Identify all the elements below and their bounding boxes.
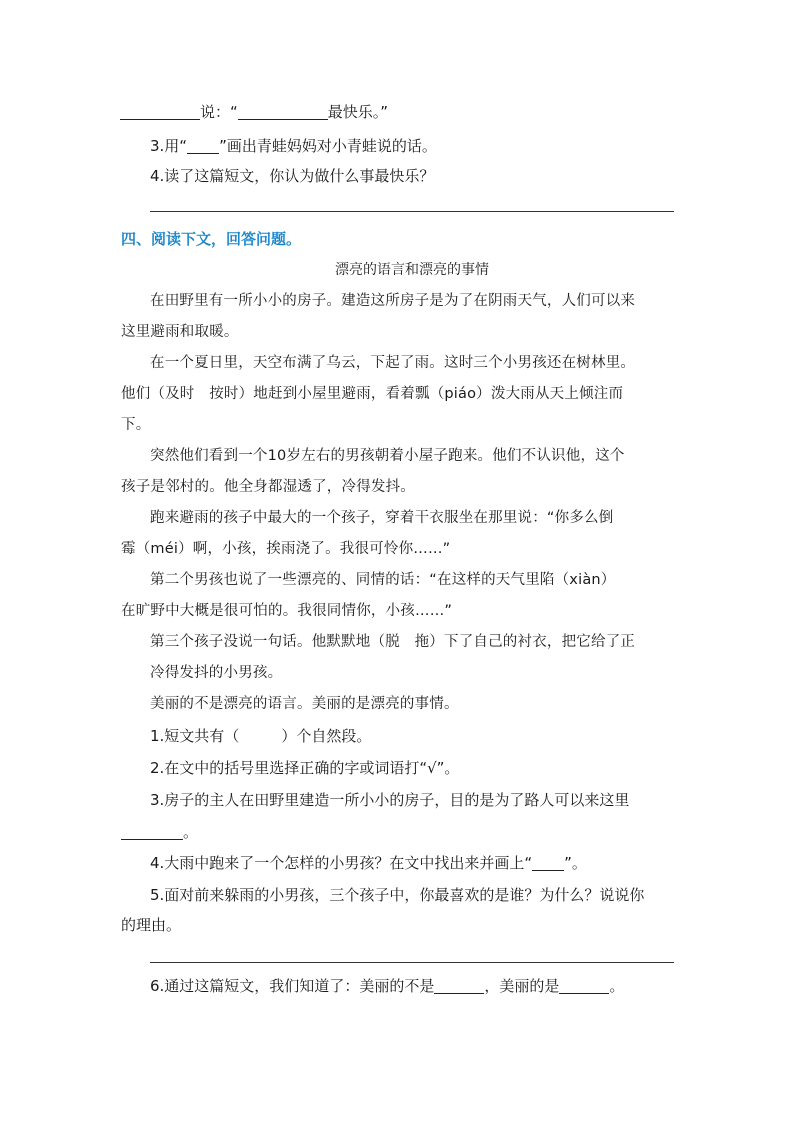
q3-pre: 3.用“ — [150, 137, 188, 155]
question-6 — [150, 976, 624, 996]
story-line: 在旷野中大概是很可怕的。我很同情你，小孩……” — [121, 603, 453, 619]
answer-rule-2[interactable] — [150, 962, 674, 963]
q2-end: 最快乐。” — [327, 103, 389, 121]
q6-pre: 6.通过这篇短文，我们知道了：美丽的不是 — [150, 977, 435, 995]
q6-mid: ，美丽的是 — [484, 977, 560, 995]
story-line: 下。 — [121, 417, 151, 433]
story-line: 霉（méi）啊，小孩，挨雨浇了。我很可怜你……” — [121, 541, 451, 557]
story-line: 冷得发抖的小男孩。 — [150, 665, 283, 681]
story-line: 第二个男孩也说了一些漂亮的、同情的话：“在这样的天气里陷（xiàn） — [150, 572, 616, 588]
story-line: 孩子是邻村的。他全身都湿透了，冷得发抖。 — [121, 479, 415, 495]
story-line: 这里避雨和取暖。 — [121, 324, 239, 340]
story-line: 第三个孩子没说一句话。他默默地（脱 拖）下了自己的衬衣，把它给了正 — [150, 634, 636, 650]
top-q3 — [150, 136, 437, 156]
q3-blank[interactable] — [121, 824, 183, 840]
blank-who[interactable] — [120, 104, 200, 120]
story-line: 在一个夏日里，天空布满了乌云，下起了雨。这时三个小男孩还在树林里。 — [150, 355, 636, 371]
q6-end: 。 — [609, 977, 625, 995]
q3-end: 。 — [183, 823, 199, 841]
story-line: 突然他们看到一个10岁左右的男孩朝着小屋子跑来。他们不认识他，这个 — [150, 448, 625, 464]
q4-pre: 4.大雨中跑来了一个怎样的小男孩？在文中找出来并画上“ — [150, 854, 533, 872]
answer-rule-1[interactable] — [150, 211, 674, 212]
underline-sample — [187, 138, 219, 154]
q4-post: ”。 — [564, 854, 587, 872]
question-4 — [150, 853, 587, 873]
q1-post: ）个自然段。 — [281, 727, 372, 745]
q2-said: 说：“ — [200, 103, 238, 121]
passage-title: 漂亮的语言和漂亮的事情 — [335, 262, 489, 278]
underline-sample — [532, 855, 564, 871]
q6-blank-1[interactable] — [434, 978, 484, 994]
story-line: 在田野里有一所小小的房子。建造这所房子是为了在阴雨天气，人们可以来 — [150, 293, 636, 309]
q3-post: ”画出青蛙妈妈对小青蛙说的话。 — [219, 137, 437, 155]
question-5: 5.面对前来躲雨的小男孩，三个孩子中，你最喜欢的是谁？为什么？说说你 — [150, 886, 645, 904]
question-3: 3.房子的主人在田野里建造一所小小的房子，目的是为了路人可以来这里 — [150, 791, 630, 809]
section4-heading: 四、阅读下文，回答问题。 — [121, 230, 302, 248]
q6-blank-2[interactable] — [559, 978, 609, 994]
story-line: 他们（及时 按时）地赶到小屋里避雨，看着瓢（piáo）泼大雨从天上倾注而 — [121, 386, 624, 402]
question-3-answer — [121, 822, 198, 842]
question-1 — [150, 726, 371, 746]
story-line: 美丽的不是漂亮的语言。美丽的是漂亮的事情。 — [150, 696, 459, 712]
question-2: 2.在文中的括号里选择正确的字或词语打“√”。 — [150, 759, 460, 777]
q1-pre: 1.短文共有（ — [150, 727, 240, 745]
top-q4: 4.读了这篇短文，你认为做什么事最快乐？ — [150, 167, 435, 185]
story-line: 跑来避雨的孩子中最大的一个孩子，穿着干衣服坐在那里说：“你多么倒 — [150, 510, 614, 526]
question-5-cont: 的理由。 — [121, 916, 182, 934]
q2-answer-line — [120, 102, 388, 122]
blank-what[interactable] — [238, 104, 328, 120]
